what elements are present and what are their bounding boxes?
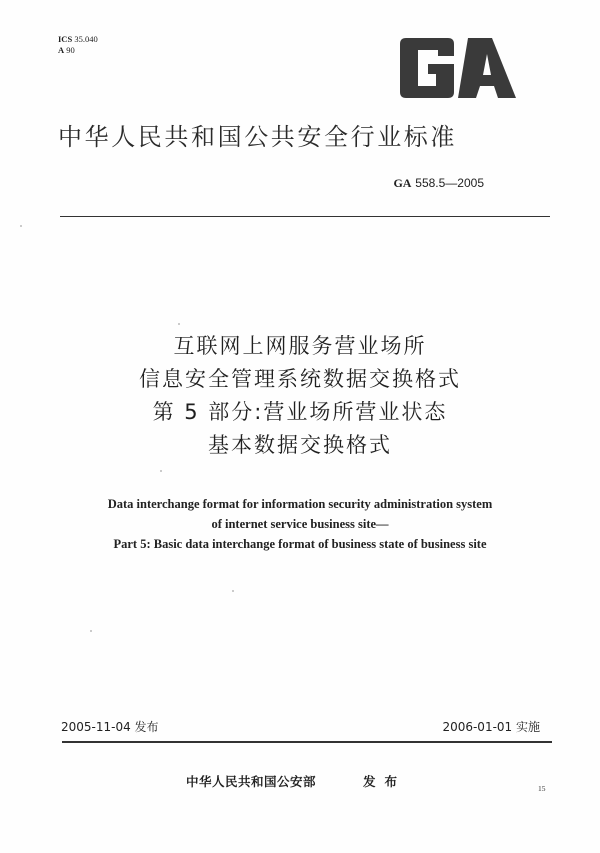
classification-codes xyxy=(58,34,98,55)
chinese-title-line: 信息安全管理系统数据交换格式 xyxy=(139,367,461,391)
english-title-line: Data interchange format for information security administration system xyxy=(107,497,493,511)
english-title xyxy=(0,494,600,554)
ccs-code: 90 xyxy=(66,44,75,55)
top-divider xyxy=(60,216,550,217)
standard-number-prefix: GA xyxy=(393,176,412,190)
scan-speck xyxy=(160,470,162,472)
scan-speck xyxy=(232,590,234,592)
ics-code-line xyxy=(58,34,98,45)
standard-number-value: 558.5—2005 xyxy=(415,176,484,190)
ccs-code-line xyxy=(58,45,98,56)
chinese-title-line: 互联网上网服务营业场所 xyxy=(173,334,427,358)
page-number: 15 xyxy=(538,784,546,793)
implementation-date: 2006-01-01 实施 xyxy=(442,720,540,734)
scan-speck xyxy=(90,630,92,632)
ga-logo-icon xyxy=(396,38,518,98)
standard-category-title: 中华人民共和国公共安全行业标准 xyxy=(58,123,457,151)
scan-speck xyxy=(178,323,180,325)
chinese-title-line: 基本数据交换格式 xyxy=(208,433,392,457)
chinese-title-line: 第 5 部分:营业场所营业状态 xyxy=(152,400,448,424)
ccs-label: A xyxy=(58,44,65,55)
standard-number xyxy=(393,176,484,191)
ics-code: 35.040 xyxy=(74,34,98,44)
scan-speck xyxy=(20,225,22,227)
english-title-line: of internet service business site— xyxy=(211,517,389,531)
publish-label: 发布 xyxy=(363,774,407,789)
issue-date: 2005-11-04 发布 xyxy=(61,720,159,734)
publisher-name: 中华人民共和国公安部 xyxy=(186,774,317,789)
chinese-title xyxy=(0,330,600,462)
bottom-divider xyxy=(62,741,552,743)
ics-label: ICS xyxy=(58,34,73,44)
english-title-line: Part 5: Basic data interchange format of business state of business site xyxy=(113,537,487,551)
